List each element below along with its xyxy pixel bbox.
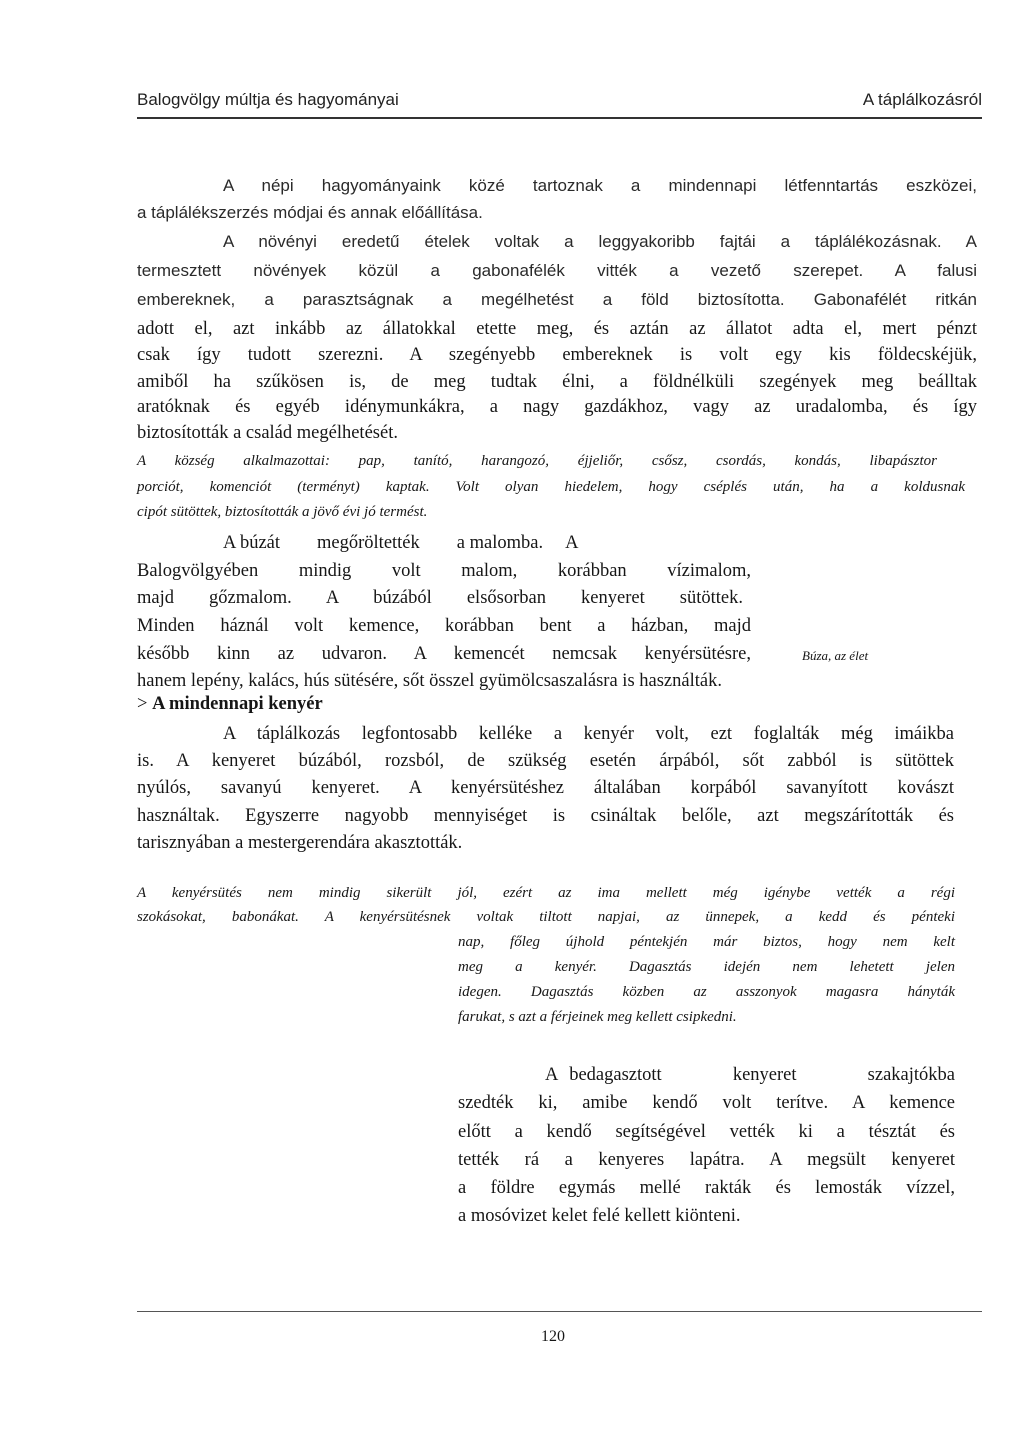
text-line: tették rá a kenyeres lapátra. A megsült kenyeret	[458, 1150, 955, 1170]
text-line: is. A kenyeret búzából, rozsból, de szükség esetén árpából, sőt zabból is sütöttek	[137, 751, 954, 771]
text-line: majd gőzmalom. A búzából elsősorban kenyeret sütöttek.	[137, 588, 743, 608]
text-line: csak így tudott szerezni. A szegényebb embereknek is volt egy kis földecskéjük,	[137, 345, 977, 365]
text-line: embereknek, a parasztságnak a megélhetést a föld biztosította. Gabonafélét ritkán	[137, 290, 977, 309]
italic-note-line: meg a kenyér. Dagasztás idején nem lehetett jelen	[458, 959, 955, 975]
text-line: biztosították a család megélhetését.	[137, 423, 398, 443]
italic-note-line: nap, főleg újhold péntekjén már biztos, hogy nem kelt	[458, 934, 955, 950]
running-header-section: A táplálkozásról	[862, 90, 982, 109]
text-line: A bedagasztott kenyeret szakajtókba	[545, 1065, 955, 1085]
section-title: A mindennapi kenyér	[152, 694, 323, 714]
text-line: A növényi eredetű ételek voltak a leggyakoribb fajtái a táplálékozásnak. A	[223, 232, 977, 251]
text-line: adott el, azt inkább az állatokkal etette meg, és aztán az állatot adta el, mert pénzt	[137, 319, 977, 339]
text-line: Minden háznál volt kemence, korábban bent a házban, majd	[137, 616, 751, 636]
text-line: termesztett növények közül a gabonafélék vitték a vezető szerepet. A falusi	[137, 261, 977, 280]
italic-note-line: A község alkalmazottai: pap, tanító, harangozó, éjjeliőr, csősz, csordás, kondás, libapásztor	[137, 453, 937, 469]
text-line: Balogvölgyében mindig volt malom, korábban vízimalom,	[137, 561, 751, 581]
section-heading	[137, 695, 964, 714]
running-header-title: Balogvölgy múltja és hagyományai	[137, 90, 399, 109]
italic-note-line: cipót sütöttek, biztosították a jövő évi jó termést.	[137, 504, 428, 520]
page-number: 120	[541, 1328, 565, 1345]
text-line: A búzát megőröltették a malomba. A	[223, 533, 579, 553]
text-line: később kinn az udvaron. A kemencét nemcsak kenyérsütésre,	[137, 644, 751, 664]
text-line: szedték ki, amibe kendő volt terítve. A kemence	[458, 1093, 955, 1113]
text-line: a mosóvizet kelet felé kellett kiönteni.	[458, 1206, 741, 1226]
text-line: tarisznyában a mestergerendára akasztották.	[137, 833, 463, 853]
section-marker: >	[137, 694, 148, 714]
text-line: hanem lepény, kalács, hús sütésére, sőt összel gyümölcsaszalásra is használták.	[137, 671, 722, 691]
text-line: A népi hagyományaink közé tartoznak a mindennapi létfenntartás eszközei,	[223, 176, 977, 195]
footer-rule	[137, 1311, 982, 1312]
text-line: amiből ha szűkösen is, de meg tudtak élni, a földnélküli szegények meg beálltak	[137, 372, 977, 392]
italic-note-line: porciót, komenciót (terményt) kaptak. Volt olyan hiedelem, hogy cséplés után, ha a koldusnak	[137, 479, 965, 495]
italic-note-line: idegen. Dagasztás közben az asszonyok magasra hányták	[458, 984, 955, 1000]
italic-note-line: A kenyérsütés nem mindig sikerült jól, ezért az ima mellett még igénybe vették a régi	[137, 885, 955, 901]
text-line: a táplálékszerzés módjai és annak előállítása.	[137, 203, 483, 222]
text-line: nyúlós, savanyú kenyeret. A kenyérsütéshez általában korpából savanyított kovászt	[137, 778, 954, 798]
italic-note-line: farukat, s azt a férjeinek meg kellett csipkedni.	[458, 1009, 737, 1025]
text-line: használtak. Egyszerre nagyobb mennyiséget is csináltak belőle, azt megszárították és	[137, 806, 954, 826]
text-line: A táplálkozás legfontosabb kelléke a kenyér volt, ezt foglalták még imáikba	[223, 724, 954, 744]
text-line: aratóknak és egyéb idénymunkákra, a nagy gazdákhoz, vagy az uradalomba, és így	[137, 397, 977, 417]
text-line: a földre egymás mellé rakták és lemosták vízzel,	[458, 1178, 955, 1198]
image-caption: Búza, az élet	[802, 648, 869, 663]
italic-note-line: szokásokat, babonákat. A kenyérsütésnek voltak tiltott napjai, az ünnepek, a kedd és pénteki	[137, 909, 955, 925]
header-rule	[137, 117, 982, 119]
text-line: előtt a kendő segítségével vették ki a tésztát és	[458, 1122, 955, 1142]
